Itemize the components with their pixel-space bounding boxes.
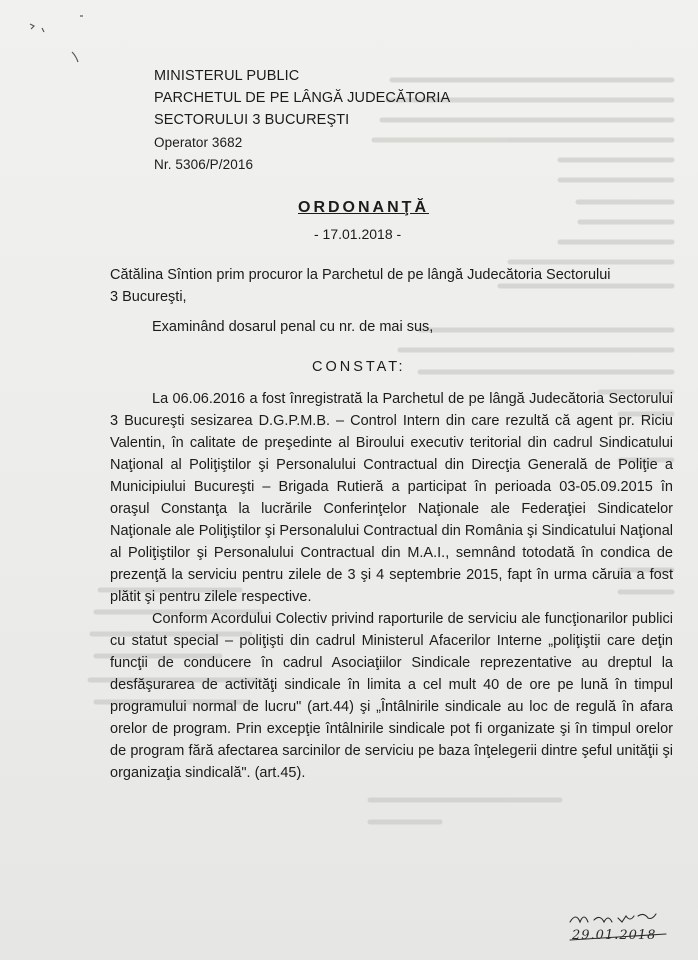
institution-name: MINISTERUL PUBLIC <box>154 68 300 84</box>
intro-line-2: 3 Bucureşti, <box>110 289 187 305</box>
document-date: - 17.01.2018 - <box>314 226 402 242</box>
agreement-paragraph: Conform Acordului Colectiv privind raporturile de serviciu ale funcţionarilor publici cu statut special – poliţişti din cadrul Ministerul Afacerilor Interne „poliţiştii care deţin funcţii de conducere în cadrul Asociaţiilor Sindicale reprezentative au dreptul la desfăşurarea de activităţi sindicale în limita a cel mult 40 de ore pe lună în timpul programului normal de lucru" (art.44) şi „Întâlnirile sindicale au loc de regulă în afara orelor de program. Prin excepţie întâlnirile sindicale pot fi organizate şi în timpul orelor de program fără afectarea sarcinilor de serviciu pe baza înţelegerii dintre şeful unităţii şi organizaţia sindicală". (art.45). <box>110 611 673 781</box>
document-title-wrap <box>298 199 429 217</box>
handwritten-receipt-note <box>564 900 674 956</box>
operator-number: Operator 3682 <box>154 135 243 150</box>
case-number: Nr. 5306/P/2016 <box>154 157 254 172</box>
facts-paragraph: La 06.06.2016 a fost înregistrată la Parchetul de pe lângă Judecătoria Sectorului 3 Bucureşti sesizarea D.G.P.M.B. – Control Intern din care rezultă că agent pr. Riciu Valentin, în calitate de preşedinte al Biroului executiv teritorial din cadrul Sindicatului Naţional al Poliţiştilor şi Personalului Contractual din Direcţia Generală de Poliţie a Municipiului Bucureşti – Brigada Rutieră a participat în perioada 03-05.09.2015 în oraşul Constanţa la lucrările Conferinţelor Naţionale ale Federaţiei Sindicatelor Naţionale ale Poliţiştilor şi Personalului Contractual din România şi Sindicatului Naţional al Poliţiştilor şi Personalului Contractual din M.A.I., semnând totodată în condica de prezenţă la serviciu pentru zilele de 3 şi 4 septembrie 2015, fapt în urma căruia a fost plătit şi pentru zilele respective. <box>110 391 673 605</box>
intro-line-1: Cătălina Sîntion prim procuror la Parchetul de pe lângă Judecătoria Sectorului <box>110 267 611 283</box>
constat-heading: CONSTAT: <box>312 359 406 375</box>
court-sector-name: SECTORULUI 3 BUCUREŞTI <box>154 112 350 128</box>
prosecutor-office-name: PARCHETUL DE PE LÂNGĂ JUDECĂTORIA <box>154 90 451 106</box>
receipt-note-date: 29.01.2018 <box>572 928 657 943</box>
document-title: ORDONANŢĂ <box>298 199 429 216</box>
examining-line: Examinând dosarul penal cu nr. de mai sus, <box>152 319 434 335</box>
scan-specks <box>0 0 120 80</box>
